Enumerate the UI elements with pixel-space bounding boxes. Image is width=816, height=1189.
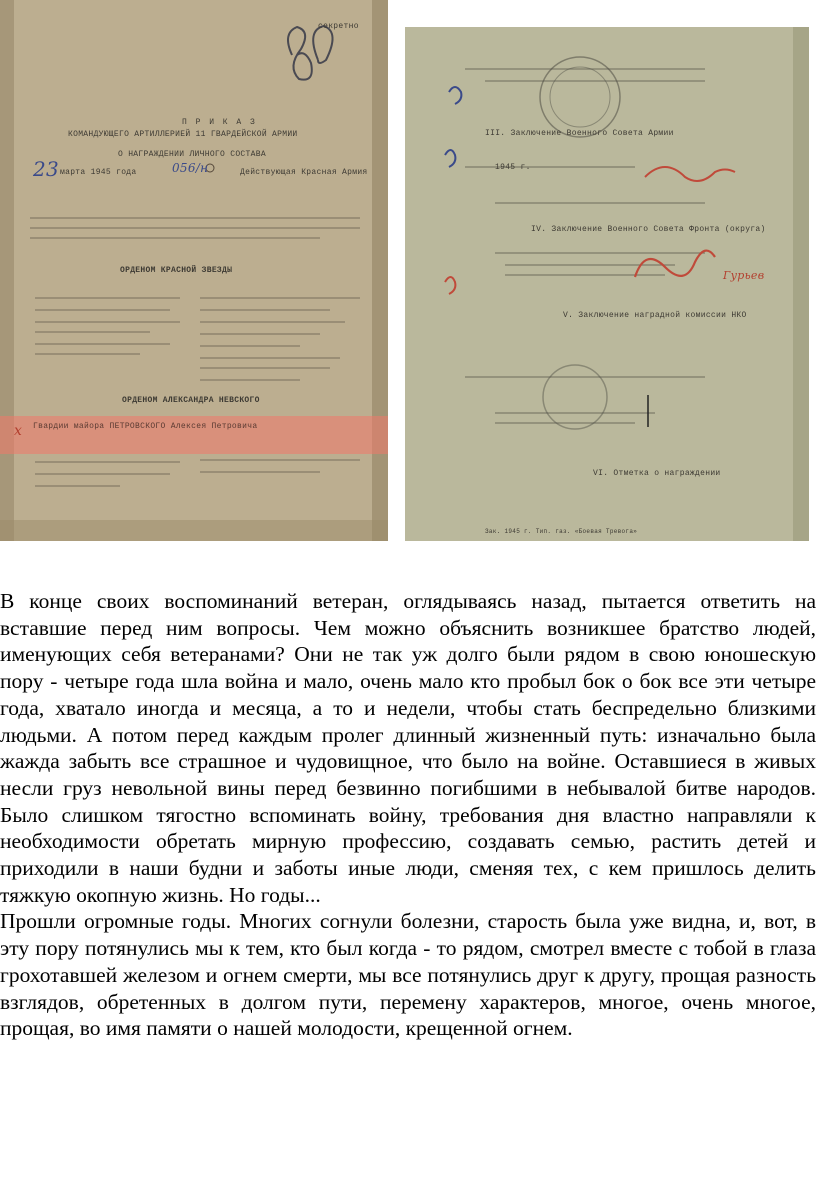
order-number: 056/н: [172, 161, 209, 175]
paragraph-1: В конце своих воспоминаний ветеран, оглядываясь назад, пытается ответить на вставшие перед ним вопросы. Чем можно объяснить возникшее братство людей, именующих себя ветеранами? Они не так уж долго были рядом в свою юношескую пору - четыре года шла война и мало, очень мало кто пробыл бок о бок все эти четыре года, хватало иногда и месяца, а то и недели, чтобы стать беспредельно близкими людьми. А потом перед каждым пролег длинный жизненный путь: изначально была жажда забыть все страшное и чудовищное, что было на войне. Оставшиеся в живых несли груз невольной вины перед безвинно погибшими в небывалой битве народов. Было слишком тягостно вспоминать войну, требования дня властно направляли к необходимости обретать мирную профессию, создавать семью, растить детей и приходили в наши будни и заботы иные люди, сменяя тех, с кем пришлось делить тяжкую окопную жизнь. Но годы...: [0, 589, 816, 907]
paper-texture: [405, 27, 809, 541]
highlight-entry-text: Гвардии майора ПЕТРОВСКОГО Алексея Петровича: [33, 422, 258, 431]
section-nevsky: ОРДЕНОМ АЛЕКСАНДРА НЕВСКОГО: [122, 396, 260, 405]
section-army-council: III. Заключение Военного Совета Армии: [485, 129, 674, 138]
order-date: марта 1945 года: [60, 168, 137, 177]
memoir-text: [0, 588, 816, 1042]
order-header-1: П Р И К А З: [182, 118, 257, 127]
order-header-3: О НАГРАЖДЕНИИ ЛИЧНОГО СОСТАВА: [118, 150, 266, 159]
award-sheet-scan-right: [405, 27, 809, 541]
section-award-mark: VI. Отметка о награждении: [593, 469, 721, 478]
section-nko-commission: V. Заключение наградной комиссии НКО: [563, 311, 747, 320]
order-header-2: КОМАНДУЮЩЕГО АРТИЛЛЕРИЕЙ 11 ГВАРДЕЙСКОЙ АРМИИ: [68, 130, 298, 139]
section-front-council: IV. Заключение Военного Совета Фронта (округа): [531, 225, 766, 234]
red-signature-text: Гурьев: [723, 269, 765, 282]
handwritten-date: 23: [33, 157, 60, 181]
award-order-scan-left: секретно П Р И К А З КОМАНДУЮЩЕГО АРТИЛЛЕРИЕЙ 11 ГВАРДЕЙСКОЙ АРМИИ О НАГРАЖДЕНИИ ЛИЧНОГО СОСТАВА 23 марта 1945 года 056/н Действующая Красная Армия ОРДЕНОМ КРАСНОЙ ЗВЕЗДЫ ОРДЕНОМ АЛЕКСАНДРА НЕВСКОГО Гвардии майора ПЕТРОВСКОГО Алексея Петровича x: [0, 0, 388, 541]
army-note: Действующая Красная Армия: [240, 168, 368, 177]
corner-note: секретно: [318, 22, 359, 31]
date-entry: 1945 г.: [495, 163, 531, 172]
section-red-star: ОРДЕНОМ КРАСНОЙ ЗВЕЗДЫ: [120, 266, 233, 275]
paragraph-2: Прошли огромные годы. Многих согнули болезни, старость была уже видна, и, вот, в эту пору потянулись мы к тем, кто был когда - то рядом, смотрел вместе с тобой в глаза грохотавшей железом и огнем смерти, мы все потянулись друг к другу, прощая разность взглядов, обретенных в долгом пути, перемену характеров, многое, очень многое, прощая, во имя памяти о нашей молодости, крещенной огнем.: [0, 909, 816, 1041]
print-footer: Зак. 1945 г. Тип. газ. «Боевая Тревога»: [485, 528, 638, 535]
